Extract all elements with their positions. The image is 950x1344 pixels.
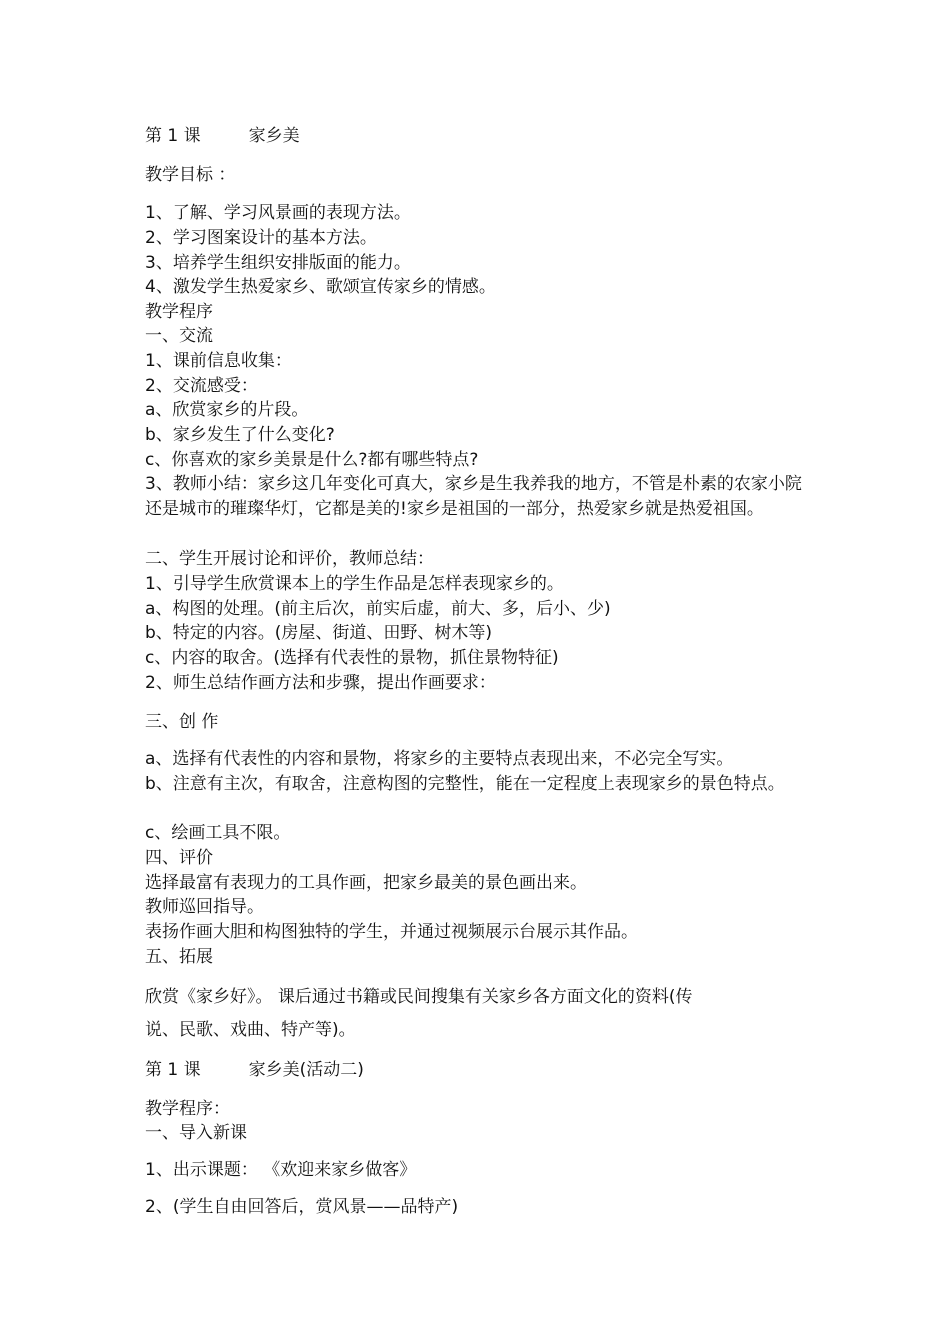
section-line: 教师巡回指导。 — [145, 897, 264, 917]
section-line: 2、(学生自由回答后，赏风景——品特产) — [145, 1197, 459, 1217]
objective-item: 4、激发学生热爱家乡、歌颂宣传家乡的情感。 — [145, 277, 496, 297]
section-line: 1、出示课题： 《欢迎来家乡做客》 — [145, 1160, 417, 1180]
section-heading: 二、学生开展讨论和评价，教师总结： — [145, 549, 434, 569]
section-line: a、构图的处理。(前主后次，前实后虚，前大、多，后小、少) — [145, 599, 611, 619]
objective-item: 1、了解、学习风景画的表现方法。 — [145, 203, 411, 223]
section-line: 1、引导学生欣赏课本上的学生作品是怎样表现家乡的。 — [145, 574, 564, 594]
procedure-heading: 教学程序： — [145, 1099, 230, 1119]
section-line: c、绘画工具不限。 — [145, 823, 291, 843]
objectives-heading: 教学目标 ： — [145, 165, 236, 185]
section-heading: 一、交流 — [145, 326, 213, 346]
lesson1-title — [145, 124, 300, 149]
section-line: b、家乡发生了什么变化? — [145, 425, 335, 445]
objective-item: 2、学习图案设计的基本方法。 — [145, 228, 377, 248]
procedure-heading: 教学程序 — [145, 302, 213, 322]
section-heading: 三、创 作 — [145, 712, 219, 732]
lesson1-title-number: 第 1 课 — [145, 126, 201, 146]
section-line: c、内容的取舍。(选择有代表性的景物，抓住景物特征) — [145, 648, 559, 668]
section-line: 欣赏《家乡好》。 课后通过书籍或民间搜集有关家乡各方面文化的资料(传 — [145, 987, 693, 1007]
section-line: 说、民歌、戏曲、特产等)。 — [145, 1020, 356, 1040]
section-line: a、欣赏家乡的片段。 — [145, 400, 309, 420]
section-heading: 一、导入新课 — [145, 1123, 247, 1143]
section-line: 1、课前信息收集： — [145, 351, 292, 371]
section-line: 2、师生总结作画方法和步骤，提出作画要求： — [145, 673, 496, 693]
section-line: 表扬作画大胆和构图独特的学生，并通过视频展示台展示其作品。 — [145, 922, 638, 942]
lesson2-title — [145, 1058, 364, 1083]
section-line: b、特定的内容。(房屋、街道、田野、树木等) — [145, 623, 493, 643]
section-paragraph: b、注意有主次，有取舍，注意构图的完整性，能在一定程度上表现家乡的景色特点。 — [145, 774, 785, 794]
section-heading: 四、评价 — [145, 848, 213, 868]
lesson2-title-number: 第 1 课 — [145, 1060, 201, 1080]
section-line: 选择最富有表现力的工具作画，把家乡最美的景色画出来。 — [145, 873, 587, 893]
section-heading: 五、拓展 — [145, 947, 213, 967]
lesson2-title-name: 家乡美(活动二) — [248, 1060, 364, 1080]
section-line: 2、交流感受： — [145, 376, 258, 396]
objective-item: 3、培养学生组织安排版面的能力。 — [145, 253, 411, 273]
teacher-summary-paragraph: 3、教师小结：家乡这几年变化可真大，家乡是生我养我的地方，不管是朴素的农家小院还是城市的璀璨华灯，它都是美的!家乡是祖国的一部分，热爱家乡就是热爱祖国。 — [145, 474, 802, 519]
section-line: c、你喜欢的家乡美景是什么?都有哪些特点? — [145, 450, 479, 470]
section-line: a、选择有代表性的内容和景物，将家乡的主要特点表现出来，不必完全写实。 — [145, 749, 734, 769]
lesson1-title-name: 家乡美 — [248, 126, 300, 146]
